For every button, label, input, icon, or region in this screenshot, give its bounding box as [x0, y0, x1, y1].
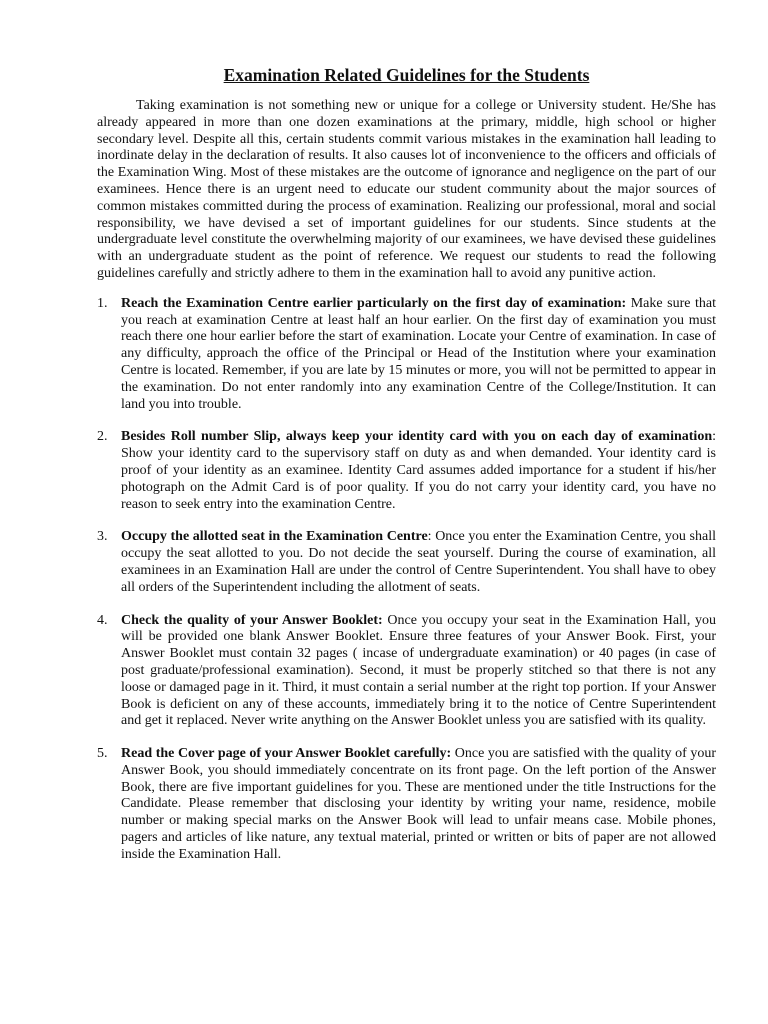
item-number: 5. [97, 746, 108, 762]
guideline-item [97, 746, 716, 864]
item-heading: Read the Cover page of your Answer Booklet carefully: [121, 746, 452, 762]
item-heading: Reach the Examination Centre earlier particularly on the first day of examination: [121, 295, 627, 311]
guideline-item [97, 429, 716, 513]
guideline-item [97, 613, 716, 731]
item-heading: Check the quality of your Answer Booklet: [121, 612, 383, 628]
item-body: Once you are satisfied with the quality of your Answer Book, you should immediately concentrate on its front page. On the left portion of the Answer Book, there are five important guidelines for you. These are mentioned under the title Instructions for the Candidate. Please remember that disclosing your identity by writing your name, residence, mobile number or making special marks on the Answer Book will lead to unfair means case. Mobile phones, pagers and articles of like nature, any textual material, printed or written or bits of paper are not allowed inside the Examination Hall. [121, 746, 717, 862]
guideline-item [97, 529, 716, 596]
item-number: 2. [97, 429, 108, 445]
item-body: Once you occupy your seat in the Examination Hall, you will be provided one blank Answer Booklet. Ensure three features of your Answer Book. First, your Answer Booklet must contain 32 pages ( incase of undergraduate examination) or 40 pages (in case of post graduate/professional examination). Second, it must be properly stitched so that there is not any loose or damaged page in it. Third, it must contain a serial number at the right top portion. If your Answer Book is deficient on any of these accounts, immediately bring it to the notice of Centre Superintendent and get it replaced. Never write anything on the Answer Booklet unless you are satisfied with its quality. [121, 612, 717, 729]
item-heading: Besides Roll number Slip, always keep your identity card with you on each day of examination [121, 429, 713, 445]
item-number: 3. [97, 529, 108, 545]
item-body: Make sure that you reach at examination Centre at least half an hour earlier. On the first day of examination you must reach there one hour earlier before the start of examination. Locate your Centre of examination. In case of any difficulty, approach the office of the Principal or Head of the Institution where your examination Centre is located. Remember, if you are late by 15 minutes or more, you will not be permitted to appear in the examination. Do not enter randomly into any examination Centre of the College/Institution. It can land you into trouble. [121, 295, 716, 412]
item-body: : Once you enter the Examination Centre, you shall occupy the seat allotted to you. Do not decide the seat yourself. During the course of examination, all examinees in an Examination Hall are under the control of Centre Superintendent. You shall have to obey all orders of the Superintendent including the allotment of seats. [121, 529, 716, 595]
guidelines-list [97, 296, 716, 864]
item-number: 4. [97, 612, 108, 628]
item-heading: Occupy the allotted seat in the Examination Centre [121, 529, 428, 545]
guideline-item [97, 296, 716, 414]
intro-paragraph: Taking examination is not something new or unique for a college or University student. He/She has already appeared in more than one dozen examinations at the primary, middle, high school or higher secondary level. Despite all this, certain students commit various mistakes in the examination hall leading to inordinate delay in the declaration of results. It also causes lot of inconvenience to the officers and officials of the Examination Wing. Most of these mistakes are the outcome of ignorance and negligence on the part of our examinees. Hence there is an urgent need to educate our student community about the major sources of common mistakes committed during the process of examination. Realizing our professional, moral and social responsibility, we have devised a set of important guidelines for our students. Since students at the undergraduate level constitute the overwhelming majority of our examinees, we have devised these guidelines with an undergraduate student as the point of reference. We request our students to read the following guidelines carefully and strictly adhere to them in the examination hall to avoid any punitive action. [97, 98, 716, 281]
document-title: Examination Related Guidelines for the Students [223, 65, 590, 85]
item-body: : Show your identity card to the supervisory staff on duty as and when demanded. Your identity card is proof of your identity as an examinee. Identity Card assumes added importance for a student if his/her photograph on the Admit Card is of poor quality. If you do not carry your identity card, you have no reason to seek entry into the examination Centre. [121, 429, 716, 512]
item-number: 1. [97, 295, 108, 311]
